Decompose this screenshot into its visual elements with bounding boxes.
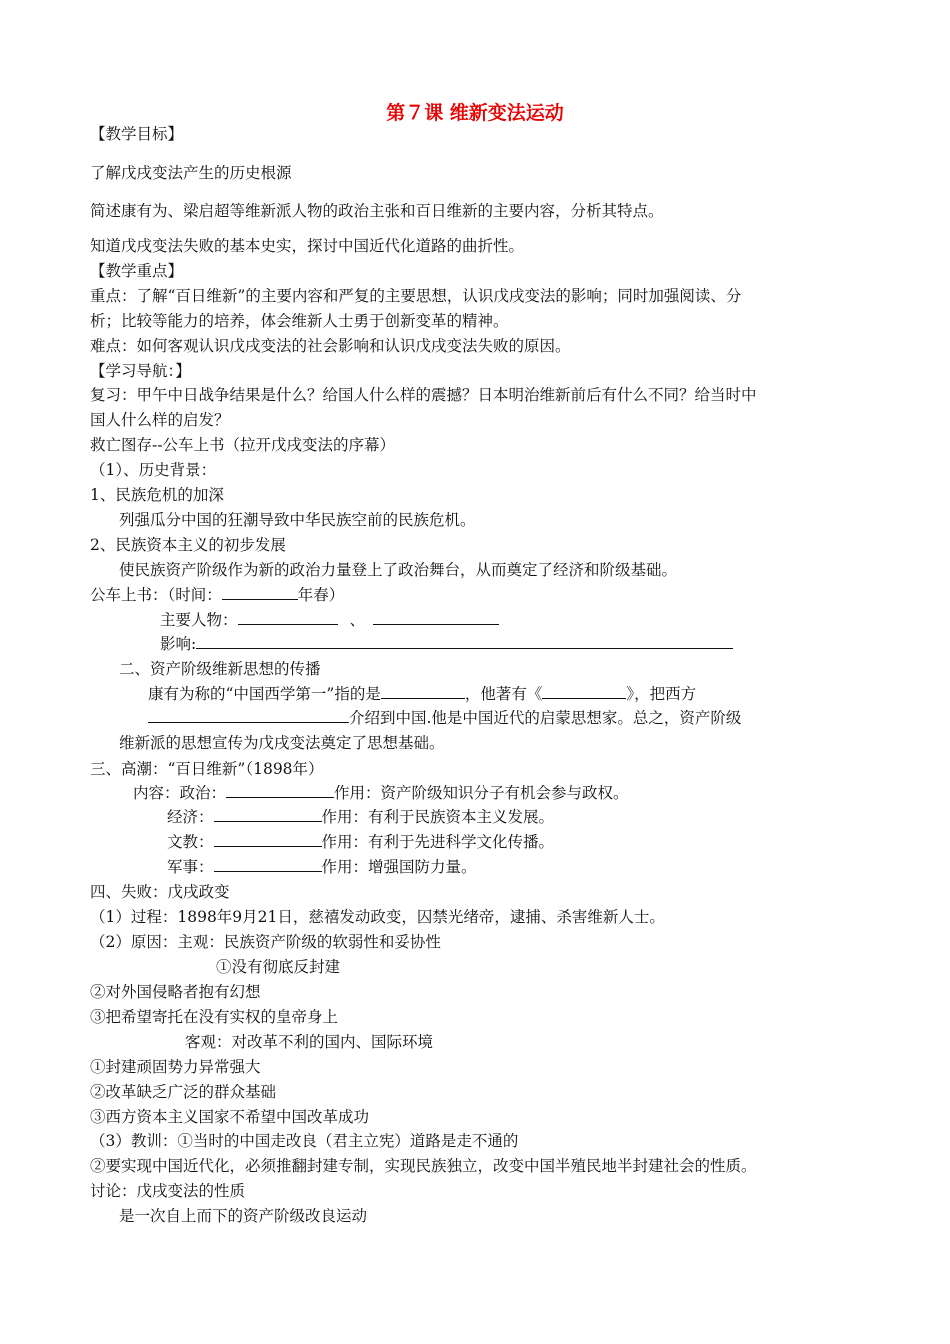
petition-time-suffix: 年春） [297, 586, 345, 604]
discussion-answer: 是一次自上而下的资产阶级改良运动 [119, 1207, 368, 1225]
petition-people-label: 主要人物： [160, 611, 238, 629]
objective-item-2: ②改革缺乏广泛的群众基础 [90, 1083, 277, 1101]
key-point-line-2: 析；比较等能力的培养，体会维新人士勇于创新变革的精神。 [90, 312, 509, 330]
petition-time-label: 公车上书：（时间： [90, 586, 222, 604]
difficulty-line: 难点：如何客观认识戊戌变法的社会影响和认识戊戌变法失败的原因。 [90, 337, 571, 355]
petition-people-line [160, 610, 499, 630]
petition-person-1-blank[interactable] [238, 610, 338, 625]
reform-military-label: 军事： [167, 858, 214, 876]
reform-politics-effect: 作用：资产阶级知识分子有机会参与政权。 [334, 784, 629, 802]
background-item-2-detail: 使民族资产阶级作为新的政治力量登上了政治舞台，从而奠定了经济和阶级基础。 [119, 561, 678, 579]
western-learning-person-blank[interactable] [381, 684, 465, 699]
section-two-heading: 二、资产阶级维新思想的传播 [119, 660, 321, 678]
subjective-item-2: ②对外国侵略者抱有幻想 [90, 983, 261, 1001]
background-heading: （1）、历史背景： [90, 461, 217, 479]
petition-time-blank[interactable] [222, 585, 298, 600]
key-point-line-1: 重点：了解“百日维新”的主要内容和严复的主要思想，认识戊戌变法的影响；同时加强阅读、分 [90, 287, 742, 305]
kang-youwei-line [148, 684, 696, 704]
failure-cause-objective: 客观：对改革不利的国内、国际环境 [185, 1033, 434, 1051]
background-item-2: 2、民族资本主义的初步发展 [90, 536, 286, 554]
reform-culture-blank[interactable] [214, 832, 322, 847]
discussion-heading: 讨论：戊戌变法的性质 [90, 1182, 246, 1200]
introduced-content-blank[interactable] [148, 708, 349, 723]
section-three-heading: 三、高潮：“百日维新”（1898年） [90, 760, 324, 778]
review-line-1: 复习：甲午中日战争结果是什么？给国人什么样的震撼？日本明治维新前后有什么不同？给当时中 [90, 386, 757, 404]
book-title-blank[interactable] [542, 684, 626, 699]
reform-military-effect: 作用：增强国防力量。 [321, 858, 477, 876]
introduce-text: 介绍到中国.他是中国近代的启蒙思想家。总之，资产阶级 [349, 709, 742, 727]
background-item-1: 1、民族危机的加深 [90, 486, 224, 504]
petition-influence-blank[interactable] [196, 634, 733, 649]
failure-cause-subjective: （2）原因：主观：民族资产阶级的软弱性和妥协性 [90, 933, 441, 951]
reform-military-blank[interactable] [214, 857, 322, 872]
reform-economy-label: 经济： [167, 808, 214, 826]
thought-foundation-line: 维新派的思想宣传为戊戌变法奠定了思想基础。 [119, 734, 445, 752]
section-four-heading: 四、失败：戊戌政变 [90, 883, 230, 901]
objective-item-3: ③西方资本主义国家不希望中国改革成功 [90, 1108, 370, 1126]
reform-politics-blank[interactable] [226, 783, 334, 798]
reform-culture-line [167, 832, 554, 852]
reform-culture-label: 文教： [167, 833, 214, 851]
heading-study-guide: 【学习导航：】 [90, 362, 191, 380]
petition-people-separator: 、 [349, 611, 366, 629]
reform-culture-effect: 作用：有利于先进科学文化传播。 [321, 833, 555, 851]
failure-process-line: （1）过程：1898年9月21日，慈禧发动政变，囚禁光绪帝，逮捕、杀害维新人士。 [90, 908, 665, 926]
goal-line-3: 知道戊戌变法失败的基本史实，探讨中国近代化道路的曲折性。 [90, 237, 525, 255]
kang-youwei-text-2: ，他著有《 [464, 685, 543, 703]
background-item-1-detail: 列强瓜分中国的狂潮导致中华民族空前的民族危机。 [119, 511, 476, 529]
reform-politics-label: 内容：政治： [133, 784, 227, 802]
page-title: 第７课 维新变法运动 [386, 102, 564, 124]
reform-military-line [167, 857, 477, 877]
review-line-2: 国人什么样的启发？ [90, 411, 230, 429]
reform-economy-blank[interactable] [214, 807, 322, 822]
goal-line-1: 了解戊戌变法产生的历史根源 [90, 164, 292, 182]
kang-youwei-text-1: 康有为称的“中国西学第一”指的是 [148, 685, 381, 703]
heading-teaching-goals: 【教学目标】 [90, 125, 184, 143]
lesson-line-1: （3）教训：①当时的中国走改良（君主立宪）道路是走不通的 [90, 1132, 519, 1150]
reform-politics-line [133, 783, 629, 803]
introduce-line [148, 708, 741, 728]
heading-key-points: 【教学重点】 [90, 262, 184, 280]
subjective-item-3: ③把希望寄托在没有实权的皇帝身上 [90, 1008, 339, 1026]
petition-influence-line [160, 634, 733, 654]
kang-youwei-text-3: 》，把西方 [626, 685, 697, 703]
lesson-line-2: ②要实现中国近代化，必须推翻封建专制，实现民族独立，改变中国半殖民地半封建社会的性质。 [90, 1157, 757, 1175]
reform-economy-effect: 作用：有利于民族资本主义发展。 [321, 808, 555, 826]
reform-economy-line [167, 807, 554, 827]
subjective-item-1: ①没有彻底反封建 [216, 958, 341, 976]
petition-time-line [90, 585, 344, 605]
objective-item-1: ①封建顽固势力异常强大 [90, 1058, 261, 1076]
petition-influence-label: 影响: [160, 635, 197, 653]
section-petition-heading: 救亡图存--公车上书（拉开戊戌变法的序幕） [90, 436, 395, 454]
goal-line-2: 简述康有为、梁启超等维新派人物的政治主张和百日维新的主要内容，分析其特点。 [90, 202, 664, 220]
petition-person-2-blank[interactable] [373, 610, 499, 625]
